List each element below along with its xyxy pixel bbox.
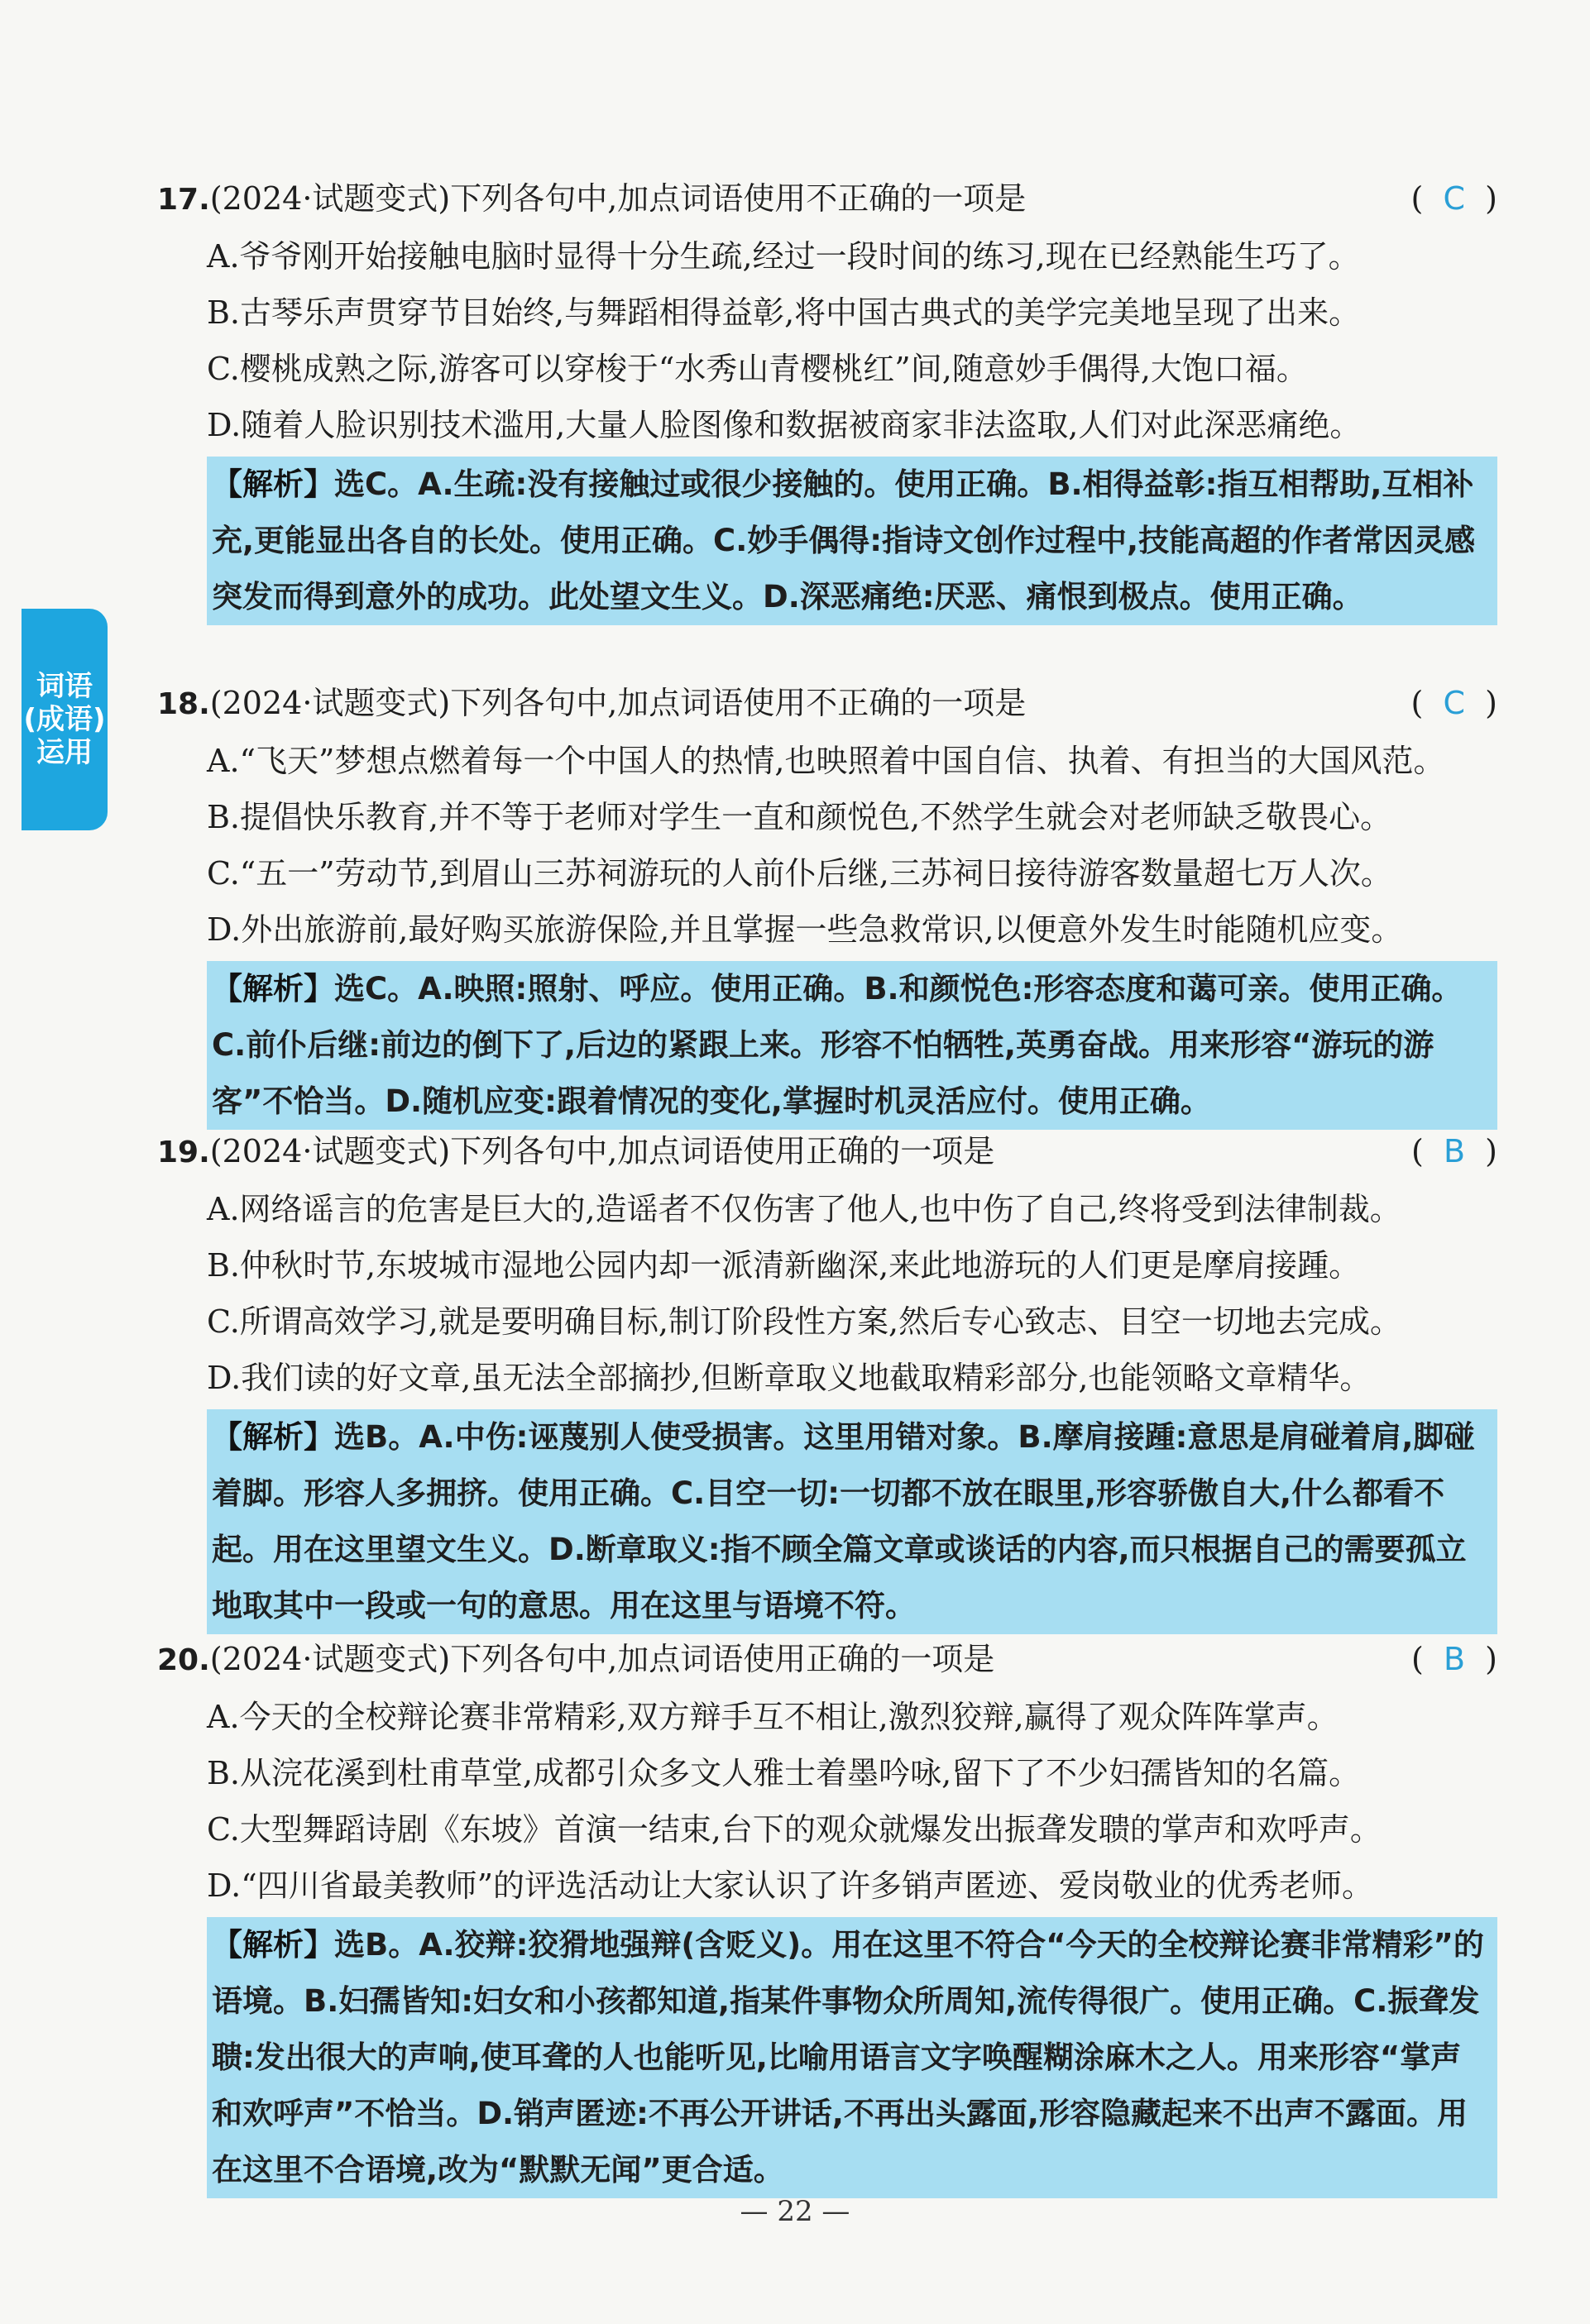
analysis-tag: 【解析】 — [212, 1927, 334, 1963]
analysis-box — [207, 1409, 1497, 1634]
question-number: 17. — [157, 183, 210, 217]
option-c: C.所谓高效学习,就是要明确目标,制订阶段性方案,然后专心致志、目空一切地去完成。 — [207, 1303, 1402, 1340]
option-d: D.随着人脸识别技术滥用,大量人脸图像和数据被商家非法盗取,人们对此深恶痛绝。 — [207, 407, 1362, 443]
analysis-text: 选C。A.生疏:没有接触过或很少接触的。使用正确。B.相得益彰:指互相帮助,互相补充,更能显出各自的长处。使用正确。C.妙手偶得:指诗文创作过程中,技能高超的作者常因灵感突发而得到意外的成功。此处望文生义。D.深恶痛绝:厌恶、痛恨到极点。使用正确。 — [212, 466, 1476, 614]
answer-letter: C — [1443, 180, 1466, 217]
answer-bracket: ( C ) — [1410, 180, 1497, 217]
answer-bracket: ( B ) — [1410, 1133, 1497, 1169]
option-a: A.爷爷刚开始接触电脑时显得十分生疏,经过一段时间的练习,现在已经熟能生巧了。 — [207, 238, 1360, 275]
question-stem: (2024·试题变式)下列各句中,加点词语使用正确的一项是 — [209, 1641, 995, 1677]
option-c: C.樱桃成熟之际,游客可以穿梭于“水秀山青樱桃红”间,随意妙手偶得,大饱口福。 — [207, 351, 1308, 387]
side-tab-line1: 词语 — [36, 670, 93, 703]
question-19 — [157, 1123, 1497, 1634]
answer-bracket: ( C ) — [1410, 685, 1497, 721]
analysis-box — [207, 457, 1497, 625]
option-d: D.外出旅游前,最好购买旅游保险,并且掌握一些急救常识,以便意外发生时能随机应变。 — [207, 911, 1403, 948]
analysis-box — [207, 1917, 1497, 2198]
option-a: A.网络谣言的危害是巨大的,造谣者不仅伤害了他人,也中伤了自己,终将受到法律制裁。 — [207, 1191, 1401, 1227]
answer-letter: C — [1443, 685, 1466, 721]
question-stem: (2024·试题变式)下列各句中,加点词语使用不正确的一项是 — [209, 180, 1027, 217]
section-side-tab — [22, 609, 108, 830]
question-header — [157, 170, 1497, 228]
question-number: 20. — [157, 1643, 210, 1677]
analysis-text: 选B。A.狡辩:狡猾地强辩(含贬义)。用在这里不符合“今天的全校辩论赛非常精彩”的语境。B.妇孺皆知:妇女和小孩都知道,指某件事物众所周知,流传得很广。使用正确。C.振聋发聩:发出很大的声响,使耳聋的人也能听见,比喻用语言文字唤醒糊涂麻木之人。用来形容“掌声和欢呼声”不恰当。D.销声匿迹:不再公开讲话,不再出头露面,形容隐藏起来不出声不露面。用在这里不合语境,改为“默默无闻”更合适。 — [212, 1927, 1484, 2188]
option-b: B.仲秋时节,东坡城市湿地公园内却一派清新幽深,来此地游玩的人们更是摩肩接踵。 — [207, 1247, 1361, 1284]
option-a: A.今天的全校辩论赛非常精彩,双方辩手互不相让,激烈狡辩,赢得了观众阵阵掌声。 — [207, 1699, 1339, 1735]
answer-bracket: ( B ) — [1410, 1641, 1497, 1677]
option-d: D.“四川省最美教师”的评选活动让大家认识了许多销声匿迹、爱岗敬业的优秀老师。 — [207, 1867, 1374, 1904]
page-number: — 22 — — [740, 2195, 850, 2228]
option-a: A.“飞天”梦想点燃着每一个中国人的热情,也映照着中国自信、执着、有担当的大国风范。 — [207, 743, 1445, 779]
analysis-box — [207, 961, 1497, 1130]
analysis-text: 选C。A.映照:照射、呼应。使用正确。B.和颜悦色:形容态度和蔼可亲。使用正确。C.前仆后继:前边的倒下了,后边的紧跟上来。形容不怕牺牲,英勇奋战。用来形容“游玩的游客”不恰当。D.随机应变:跟着情况的变化,掌握时机灵活应付。使用正确。 — [212, 971, 1463, 1119]
question-20 — [157, 1631, 1497, 2198]
answer-letter: B — [1443, 1133, 1466, 1169]
analysis-tag: 【解析】 — [212, 971, 334, 1007]
option-b: B.从浣花溪到杜甫草堂,成都引众多文人雅士着墨吟咏,留下了不少妇孺皆知的名篇。 — [207, 1755, 1361, 1791]
answer-letter: B — [1443, 1641, 1466, 1677]
question-number: 19. — [157, 1136, 210, 1169]
question-stem: (2024·试题变式)下列各句中,加点词语使用正确的一项是 — [209, 1133, 995, 1169]
option-c: C.大型舞蹈诗剧《东坡》首演一结束,台下的观众就爆发出振聋发聩的掌声和欢呼声。 — [207, 1811, 1382, 1848]
option-b: B.古琴乐声贯穿节目始终,与舞蹈相得益彰,将中国古典式的美学完美地呈现了出来。 — [207, 294, 1361, 331]
side-tab-line3: 运用 — [36, 736, 93, 769]
option-b: B.提倡快乐教育,并不等于老师对学生一直和颜悦色,不然学生就会对老师缺乏敬畏心。 — [207, 799, 1392, 835]
analysis-tag: 【解析】 — [212, 1419, 334, 1455]
analysis-text: 选B。A.中伤:诬蔑别人使受损害。这里用错对象。B.摩肩接踵:意思是肩碰着肩,脚碰着脚。形容人多拥挤。使用正确。C.目空一切:一切都不放在眼里,形容骄傲自大,什么都看不起。用在这里望文生义。D.断章取义:指不顾全篇文章或谈话的内容,而只根据自己的需要孤立地取其中一段或一句的意思。用在这里与语境不符。 — [212, 1419, 1475, 1623]
option-c: C.“五一”劳动节,到眉山三苏祠游玩的人前仆后继,三苏祠日接待游客数量超七万人次。 — [207, 855, 1392, 892]
question-17 — [157, 170, 1497, 625]
question-header — [157, 1123, 1497, 1181]
question-number: 18. — [157, 687, 210, 721]
side-tab-line2: (成语) — [23, 703, 106, 736]
question-header — [157, 675, 1497, 733]
option-d: D.我们读的好文章,虽无法全部摘抄,但断章取义地截取精彩部分,也能领略文章精华。 — [207, 1360, 1372, 1396]
question-stem: (2024·试题变式)下列各句中,加点词语使用不正确的一项是 — [209, 685, 1027, 721]
question-18 — [157, 675, 1497, 1130]
analysis-tag: 【解析】 — [212, 466, 334, 502]
question-header — [157, 1631, 1497, 1689]
